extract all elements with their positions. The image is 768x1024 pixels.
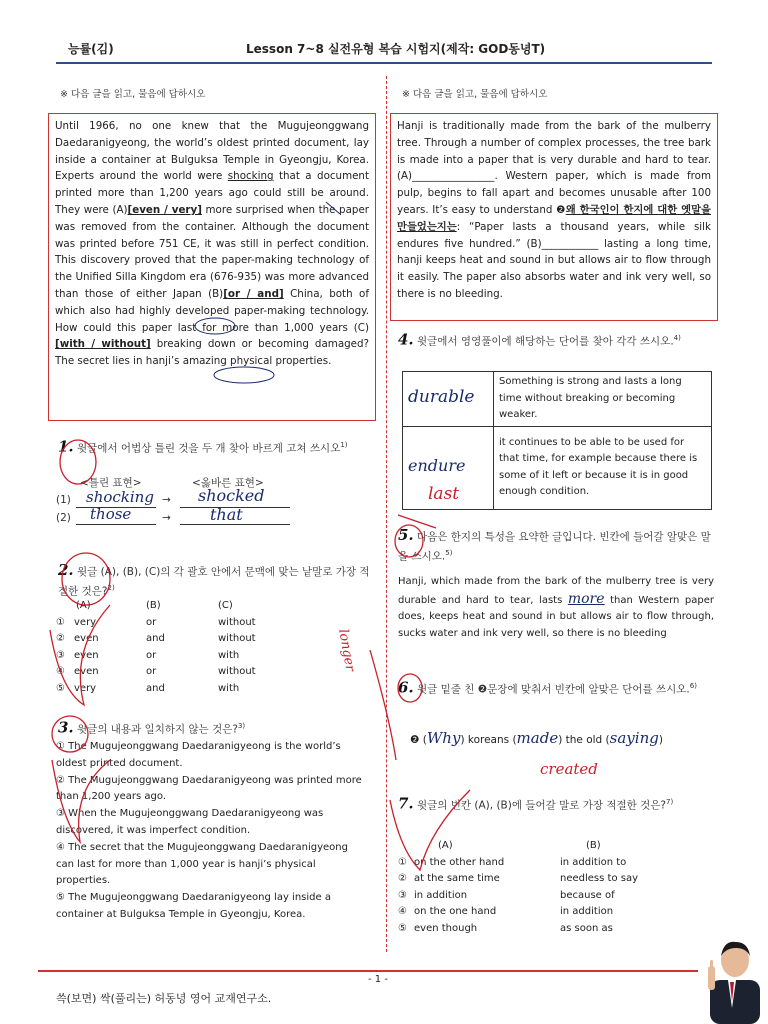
circle-or-and <box>195 318 235 334</box>
q3-option-3[interactable]: ③ When the Mugujeonggwang Daedaranigyeong was discovered, it was imperfect condition. <box>56 808 324 836</box>
q5-summary: Hanji, which made from the bark of the mulberry tree is very durable and hard to tear, lasts more than Western paper does, keeps heat and sound in but allows air to flow through, sucks water and ink very well, so there is no bleeding <box>398 576 714 639</box>
footer-text: 쓱(보면) 싹(풀리는) 허동녕 영어 교재연구소. <box>56 992 272 1005</box>
q4-answer-cell-2[interactable]: endure <box>403 426 494 509</box>
q3-option-4[interactable]: ④ The secret that the Mugujeonggwang Daedaranigyeong can last for more than 1,000 year is hanji’s physical properties. <box>56 841 348 887</box>
circle-with-without <box>214 367 274 383</box>
circle-q3 <box>52 716 88 752</box>
choice-c: [with / without] <box>55 338 151 351</box>
q1-col-header-right: <옳바른 표현> <box>192 477 264 489</box>
instruction-left: ※ 다음 글을 읽고, 물음에 답하시오 <box>60 89 206 100</box>
handwriting-why[interactable]: Why <box>426 729 461 747</box>
q3-option-5[interactable]: ⑤ The Mugujeonggwang Daedaranigyeong lay inside a container at Bulguksa Temple in Gyeongju, Korea. <box>56 892 331 920</box>
circle-q1 <box>60 440 96 484</box>
author-photo <box>700 930 766 1024</box>
handwriting-that: that <box>210 505 243 524</box>
q7-option-4[interactable]: ④ on the one hand in addition <box>398 906 614 918</box>
q1-arrow-2: → <box>162 512 171 524</box>
handwriting-shocking: shocking <box>86 488 154 506</box>
question-7: 7. 윗글의 빈칸 (A), (B)에 들어갈 말로 가장 적절한 것은?$^{7)}$ <box>398 794 674 813</box>
q2-option-2[interactable]: ② even and without <box>56 633 256 645</box>
handwriting-created: created <box>540 760 598 778</box>
passage-1: Until 1966, no one knew that the Mugujeonggwang Daedaranigyeong, the world’s oldest printed document, lay inside a container at Bulguksa Temple in Gyeongju, Korea. Experts around the world were shocking that a document printed more than 1,200 years ago could still be around. They were (A)[even / very] more surprised when the paper was removed from the container. Although the document was printed before 751 CE, it was still in perfect condition. This discovery proved that the paper-making technology of the Unified Silla Kingdom era (676-935) was more advanced than those of either Japan (B)[or / and] China, both of which also had highly developed paper-making technology. How could this paper last for more than 1,000 years (C)[with / without] breaking down or becoming damaged? The secret lies in hanji’s amazing physical properties. <box>48 113 376 421</box>
q6-answer-line: ❷ (Why) koreans (made) the old (saying) <box>410 729 663 747</box>
underlined-sentence: 왜 한국인이 한지에 대한 옛말을 만들었는지는 <box>397 203 711 233</box>
q1-arrow-1: → <box>162 494 171 506</box>
question-6: 6. 윗글 밑줄 친 ❷문장에 맞춰서 빈칸에 알맞은 단어를 쓰시오.$^{6)}$ <box>398 678 697 697</box>
q1-row-label-2: (2) <box>56 512 71 524</box>
underline-shocking: shocking <box>227 170 274 183</box>
q7-option-5[interactable]: ⑤ even though as soon as <box>398 922 613 934</box>
q4-answer-cell-1[interactable]: durable <box>403 372 494 427</box>
handwriting-more[interactable]: more <box>567 590 605 607</box>
question-5: 5. 다음은 한지의 특성을 요약한 글입니다. 빈칸에 들어갈 알맞은 말을 쓰시오.$^{5)}$ <box>398 526 711 563</box>
choice-b: [or / and] <box>223 287 284 300</box>
passage-2: Hanji is traditionally made from the bark of the mulberry tree. Through a number of complex processes, the tree bark is made into a paper that is very durable and hard to tear. (A)________________. Western paper, which is made from pulp, begins to fall apart and becomes unusable after 100 years. It’s easy to understand ❷왜 한국인이 한지에 대한 옛말을 만들었는지는: “Paper lasts a thousand years, while silk endures five hundred.” (B)___________ lasting a long time, hanji keeps heat and sound in but allows air to flow through it easily. The paper also absorbs water and ink very well, so there is no bleeding. <box>390 113 718 321</box>
instruction-right: ※ 다음 글을 읽고, 물음에 답하시오 <box>402 89 548 100</box>
question-4: 4. 윗글에서 영영풀이에 해당하는 단어를 찾아 각각 쓰시오.$^{4)}$ <box>398 330 681 349</box>
mark-even-very <box>326 202 340 214</box>
handwriting-saying[interactable]: saying <box>609 729 659 747</box>
page-number: - 1 - <box>368 974 388 985</box>
q7-option-2[interactable]: ② at the same time needless to say <box>398 873 638 885</box>
marker-2: ❷ <box>556 203 566 216</box>
q2-option-3[interactable]: ③ even or with <box>56 649 240 661</box>
handwriting-last: last <box>428 484 460 504</box>
handwriting-longer: longer <box>335 628 358 673</box>
handwriting-shocked: shocked <box>198 486 265 505</box>
header-left: 능률(김) <box>68 42 114 56</box>
handwriting-made[interactable]: made <box>516 729 559 747</box>
circle-q5 <box>395 525 423 557</box>
handwriting-those: those <box>90 505 132 523</box>
q1-col-header-wrong: <틀린 표현> <box>80 477 142 489</box>
check-q7 <box>390 790 470 870</box>
q2-header-row: (A) (B) (C) <box>76 600 233 611</box>
stroke-longer <box>370 650 396 760</box>
q2-option-1[interactable]: ① very or without <box>56 616 256 628</box>
q7-header-row: (A) (B) <box>438 840 601 851</box>
q7-option-3[interactable]: ③ in addition because of <box>398 889 615 901</box>
question-1: 1. 윗글에서 어법상 틀린 것을 두 개 찾아 바르게 고쳐 쓰시오$^{1)}$ <box>58 437 348 456</box>
q3-option-2[interactable]: ② The Mugujeonggwang Daedaranigyeong was printed more than 1,200 years ago. <box>56 774 362 803</box>
choice-a: [even / very] <box>127 203 202 216</box>
circle-q6 <box>398 674 422 702</box>
q1-row-label-1: (1) <box>56 494 71 506</box>
q4-definition-2: it continues to be able to be used for that time, for example because there is some of it left or because it is in good enough condition. <box>494 426 712 509</box>
q7-option-1[interactable]: ① on the other hand in addition to <box>398 856 627 868</box>
question-2: 2. 윗글 (A), (B), (C)의 각 괄호 안에서 문맥에 맞는 낱말로 가장 적절한 것은?$^{2)}$ <box>58 561 370 598</box>
question-3: 3. 윗글의 내용과 일치하지 않는 것은?$^{3)}$ <box>58 718 246 737</box>
q4-definition-1: Something is strong and lasts a long time without breaking or becoming weaker. <box>494 372 712 427</box>
q2-option-5[interactable]: ⑤ very and with <box>56 682 240 694</box>
check-q3 <box>52 760 110 842</box>
circle-q2 <box>62 553 110 605</box>
footer-rule <box>38 970 698 972</box>
q2-option-4[interactable]: ④ even or without <box>56 666 256 678</box>
check-q2 <box>50 605 110 705</box>
header-title: Lesson 7~8 실전유형 복습 시험지(제작: GOD동녕T) <box>246 42 546 56</box>
q3-option-1[interactable]: ① The Mugujeonggwang Daedaranigyeong is the world’s oldest printed document. <box>56 741 341 769</box>
